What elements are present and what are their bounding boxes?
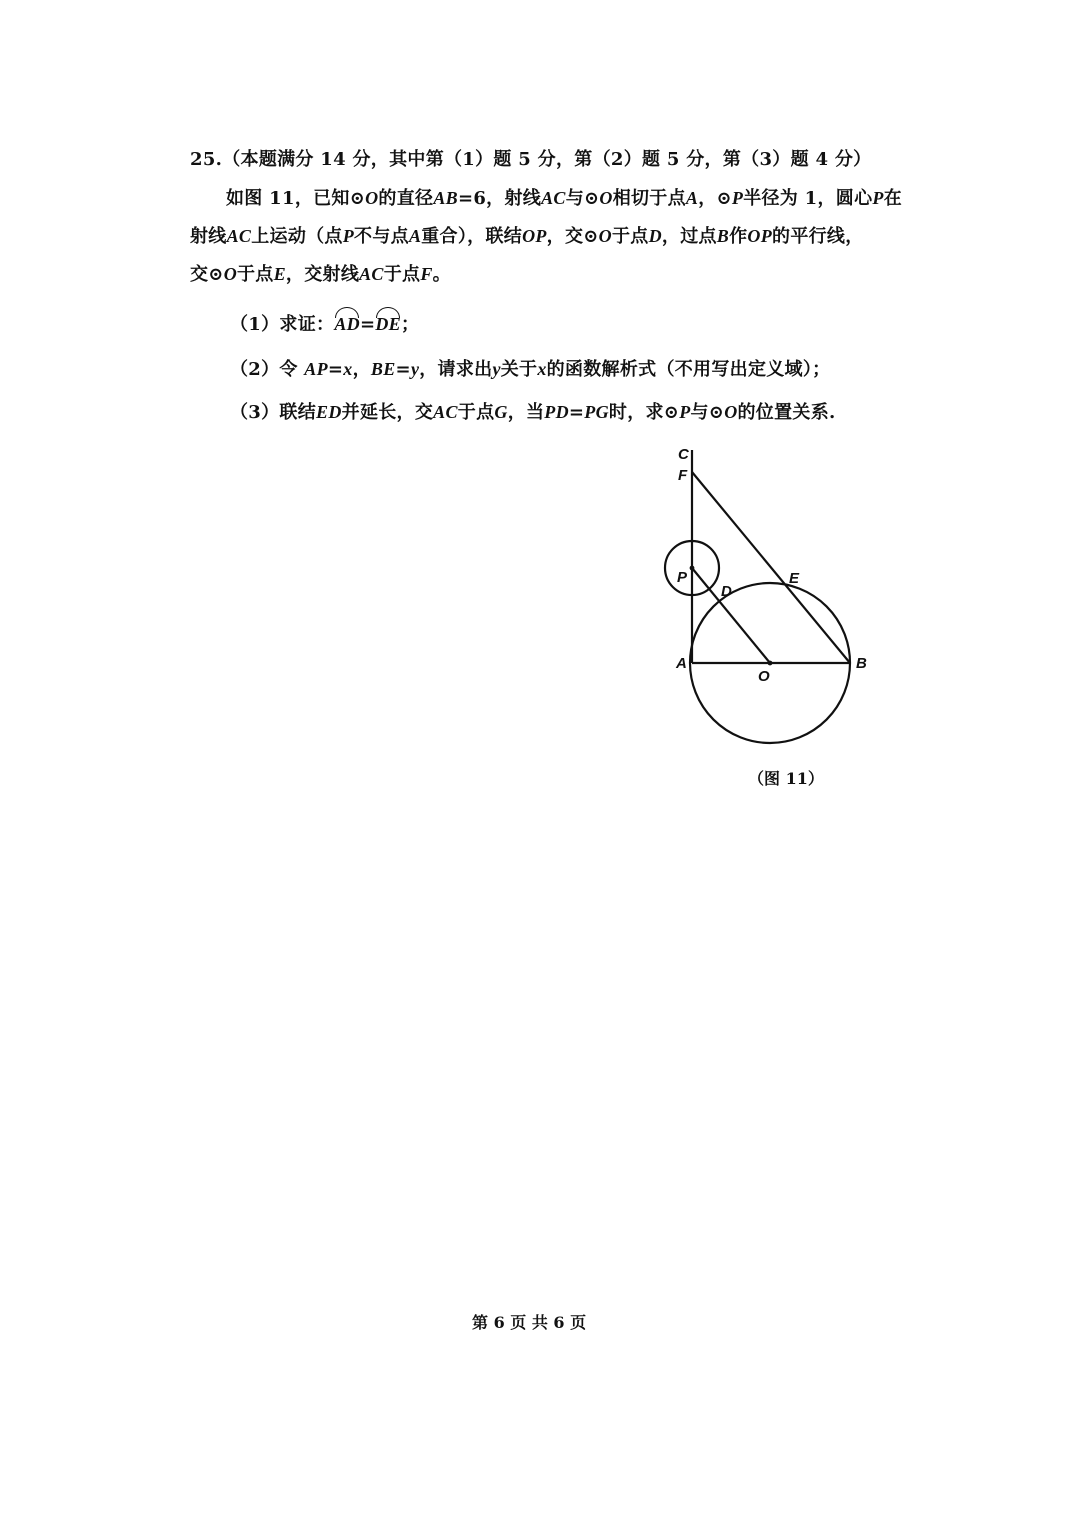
label-f: F [678,467,688,484]
question-2: （2）令 AP=x，BE=y，请求出y关于x的函数解析式（不用写出定义域）； [230,359,831,380]
point-p-dot [690,566,695,571]
question-3: （3）联结ED并延长，交AC于点G，当PD=PG时，求⊙P与⊙O的位置关系. [230,402,836,423]
point-o-dot [768,661,773,666]
label-a: A [676,655,687,672]
geometry-figure [650,440,890,760]
label-e: E [789,570,800,587]
figure-caption: （图 11） [748,769,824,788]
problem-header: 25.（本题满分 14 分，其中第（1）题 5 分，第（2）题 5 分，第（3）题 4 分） [190,149,872,170]
arc-de: DE [375,314,401,334]
label-d: D [721,583,732,600]
segment-bf [692,472,850,663]
problem-stem-line-1: 如图 11，已知⊙O的直径AB=6，射线AC与⊙O相切于点A，⊙P半径为 1，圆心P在 [226,188,902,209]
page-footer: 第 6 页 共 6 页 [472,1313,587,1332]
label-p: P [677,569,688,586]
label-c: C [678,446,689,463]
label-o: O [758,668,770,685]
problem-stem-line-3: 交⊙O于点E，交射线AC于点F。 [190,264,451,285]
label-b: B [856,655,867,672]
problem-stem-line-2: 射线AC上运动（点P不与点A重合），联结OP，交⊙O于点D，过点B作OP的平行线， [190,226,864,247]
arc-ad: AD [334,314,360,334]
question-1: （1）求证：AD=DE； [230,314,420,335]
